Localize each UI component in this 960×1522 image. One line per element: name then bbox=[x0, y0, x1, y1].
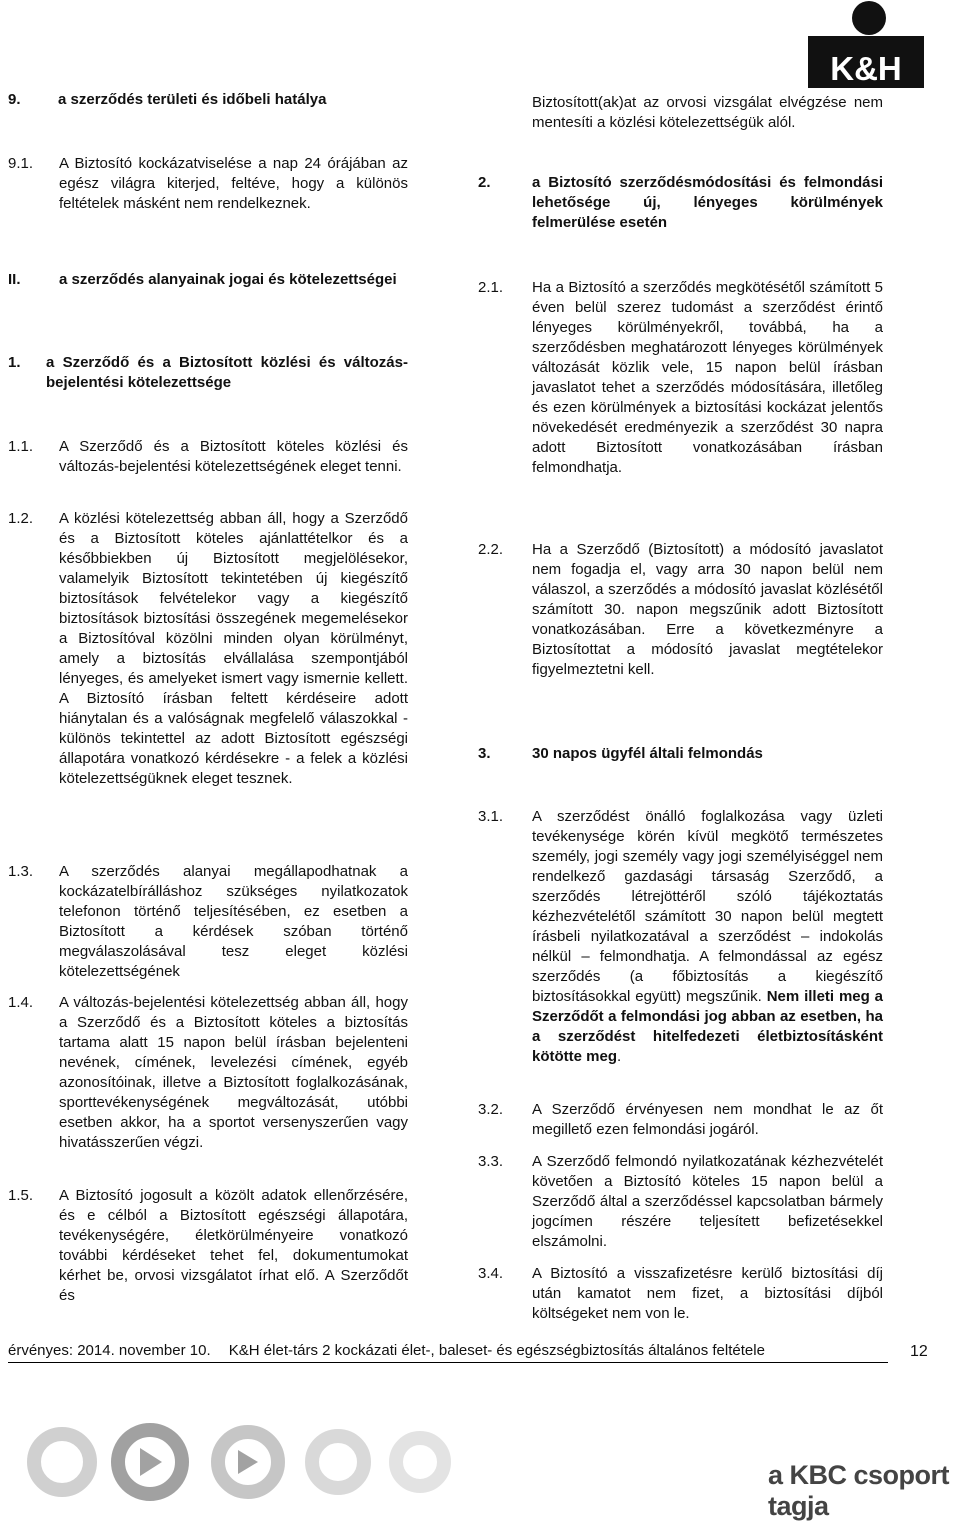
paragraph-2-1 bbox=[478, 278, 883, 478]
paragraph-text: A Szerződő érvényesen nem mondhat le az őt megillető ezen felmondási jogáról. bbox=[532, 1101, 883, 1138]
section-2-heading bbox=[478, 173, 883, 233]
footer-valid-date: érvényes: 2014. november 10. bbox=[8, 1342, 211, 1359]
paragraph-number: 1.4. bbox=[8, 994, 34, 1011]
paragraph-number: 3.2. bbox=[478, 1101, 504, 1118]
footer-document-title: K&H élet-társ 2 kockázati élet-, baleset- és egészségbiztosítás általános feltétele bbox=[228, 1342, 765, 1359]
paragraph-number: 2.2. bbox=[478, 541, 504, 558]
paragraph-number: 3.1. bbox=[478, 808, 504, 825]
paragraph-text: A Biztosító a visszafizetésre kerülő biztosítási díj után kamatot nem fizet, a biztosítási díjból költségeket nem von le. bbox=[532, 1265, 883, 1322]
section-number: 1. bbox=[8, 354, 21, 371]
paragraph-text: A változás-bejelentési kötelezettség abban áll, hogy a Szerződő és a Biztosított köteles a biztosítás tartama alatt 15 napon belül írásban bejelenteni nevének, címének, levelezési címének, egyéb azonosítóinak, illetve a Biztosított foglalkozásának, sporttevékenységének megváltozását, utóbbi esetben akkor, ha a sportot versenyszerűen vagy hivatásszerűen végzi. bbox=[59, 994, 408, 1151]
continued-text: Biztosított(ak)at az orvosi vizsgálat elvégzése nem mentesíti a közlési kötelezettségük alól. bbox=[532, 94, 883, 131]
paragraph-text: A Szerződő felmondó nyilatkozatának kézhezvételét követően a Biztosító köteles 15 napon belül a Szerződő által a szerződéssel kapcsolatban bármely jogcímen részére teljesített befizetésekkel elszámolni. bbox=[532, 1153, 883, 1250]
paragraph-3-1 bbox=[478, 807, 883, 1067]
section-number: 9. bbox=[8, 91, 21, 108]
section-title: a Biztosító szerződésmódosítási és felmondási lehetősége új, lényeges körülmények felmerülése esetén bbox=[532, 174, 883, 231]
paragraph-text: A Biztosító jogosult a közölt adatok ellenőrzésére, és e célból a Biztosított egészségi állapotára, tevékenységére, életkörülményeire vonatkozó további kérdéseket tehet fel, dokumentumokat kérhet be, orvosi vizsgálatot írhat elő. A Szerződőt és bbox=[59, 1187, 408, 1304]
paragraph-text-regular: A szerződést önálló foglalkozása vagy üzleti tevékenysége körén kívül megkötő természetes személy, jogi személy vagy jogi személyiséggel nem rendelkező gazdasági társaság Szerződő, a szerződés létrejöttéről szóló tájékoztatás kézhezvételétől számított 30 napon belül megtett írásbeli nyilatkozatával a szerződést – indokolás nélkül – felmondhatja. A felmondással az egész szerződés (a főbiztosítás a kiegészítő biztosításokkal együtt) megszűnik. bbox=[532, 808, 883, 1005]
paragraph-number: 1.1. bbox=[8, 438, 34, 455]
kh-logo-text: K&H bbox=[808, 50, 924, 88]
paragraph-text: A közlési kötelezettség abban áll, hogy a Szerződő és a Biztosított köteles ajánlattételkor és a későbbiekben új Biztosított megjelölésekor, valamelyik Biztosított tekintetében új kiegészítő biztosítások felvételekor vagy a kiegészítő biztosítások biztosítási összegének megemelésekor a Biztosítóval közölni minden olyan körülményt, amely a biztosítás elvállalása szempontjából lényeges, és amelyeket ismert vagy ismernie kellett. A Biztosító írásban feltett kérdéseire adott hiánytalan és a valóságnak megfelelő válaszokkal - különös tekintettel az adott Biztosított egészségi állapotára vonatkozó kérdésekre - a felek a közlési kötelezettségüknek eleget tesznek. bbox=[59, 510, 408, 787]
paragraph-3-3 bbox=[478, 1152, 883, 1252]
page-footer bbox=[8, 1341, 933, 1361]
kbc-group-tagline: a KBC csoport tagja bbox=[768, 1460, 950, 1521]
paragraph-1-5 bbox=[8, 1186, 408, 1306]
section-1-heading bbox=[8, 353, 408, 393]
page-number: 12 bbox=[910, 1343, 928, 1360]
paragraph-text-tail: . bbox=[617, 1048, 622, 1065]
paragraph-text-bold: Nem illeti meg a Szerződőt a felmondási jog abban az esetben, ha a szerződést hitelfedezeti életbiztosításként kötötte meg bbox=[532, 988, 883, 1065]
paragraph-number: 1.5. bbox=[8, 1187, 34, 1204]
paragraph-3-4 bbox=[478, 1264, 883, 1324]
paragraph-text: A szerződés alanyai megállapodhatnak a kockázatelbírálláshoz szükséges nyilatkozatok telefonon történő teljesítésében, ez esetben a Biztosított a kérdések szóban történő megválaszolásával tesz eleget közlési kötelezettségének bbox=[59, 863, 408, 980]
paragraph-number: 3.4. bbox=[478, 1265, 504, 1282]
paragraph-text: Ha a Biztosító a szerződés megkötésétől számított 5 éven belül szerez tudomást a szerződést érintő lényeges körülményekről, továbbá, ha a szerződésben meghatározott lényeges körülmények változását közlik vele, 15 napon belül írásban javaslatot tehet a szerződés módosítására, illetőleg és ezen körülmények a biztosítási kockázat jelentős növekedését eredményezik a szerződést 30 napra adott Biztosított vonatkozásában írásban felmondhatja. bbox=[532, 279, 883, 476]
section-3-heading bbox=[478, 744, 883, 764]
section-number: 2. bbox=[478, 174, 491, 191]
paragraph-number: 9.1. bbox=[8, 155, 34, 172]
footer-divider bbox=[8, 1362, 888, 1363]
paragraph-1-1 bbox=[8, 437, 408, 477]
paragraph-text: Ha a Szerződő (Biztosított) a módosító javaslatot nem fogadja el, vagy arra 30 napon belül nem válaszol, a szerződés a módosító javaslat közlésétől számított 30. napon megszűnik adott Biztosított vonatkozásában. Erre a következményre a Biztosítottat a módosító javaslat megtételekor figyelmeztetni kell. bbox=[532, 541, 883, 678]
paragraph-number: 3.3. bbox=[478, 1153, 504, 1170]
section-II-heading bbox=[8, 270, 408, 290]
paragraph-1-2 bbox=[8, 509, 408, 789]
section-title: a szerződés alanyainak jogai és kötelezettségei bbox=[59, 271, 397, 288]
section-title: 30 napos ügyfél általi felmondás bbox=[532, 745, 763, 762]
paragraph-text bbox=[532, 807, 883, 1067]
section-title: a szerződés területi és időbeli hatálya bbox=[58, 91, 327, 108]
paragraph-number: 1.3. bbox=[8, 863, 34, 880]
paragraph-text: A Biztosító kockázatviselése a nap 24 órájában az egész világra kiterjed, feltéve, hogy a különös feltételek másként nem rendelkeznek. bbox=[59, 155, 408, 212]
paragraph-1-4 bbox=[8, 993, 408, 1153]
section-number: II. bbox=[8, 271, 21, 288]
paragraph-2-2 bbox=[478, 540, 883, 680]
paragraph-text: A Szerződő és a Biztosított köteles közlési és változás-bejelentési kötelezettségének eleget tenni. bbox=[59, 438, 408, 475]
section-title: a Szerződő és a Biztosított közlési és változás-bejelentési kötelezettsége bbox=[46, 354, 408, 391]
paragraph-1-3 bbox=[8, 862, 408, 982]
section-number: 3. bbox=[478, 745, 491, 762]
paragraph-3-2 bbox=[478, 1100, 883, 1140]
paragraph-number: 1.2. bbox=[8, 510, 34, 527]
paragraph-number: 2.1. bbox=[478, 279, 504, 296]
paragraph-9-1 bbox=[8, 154, 408, 214]
